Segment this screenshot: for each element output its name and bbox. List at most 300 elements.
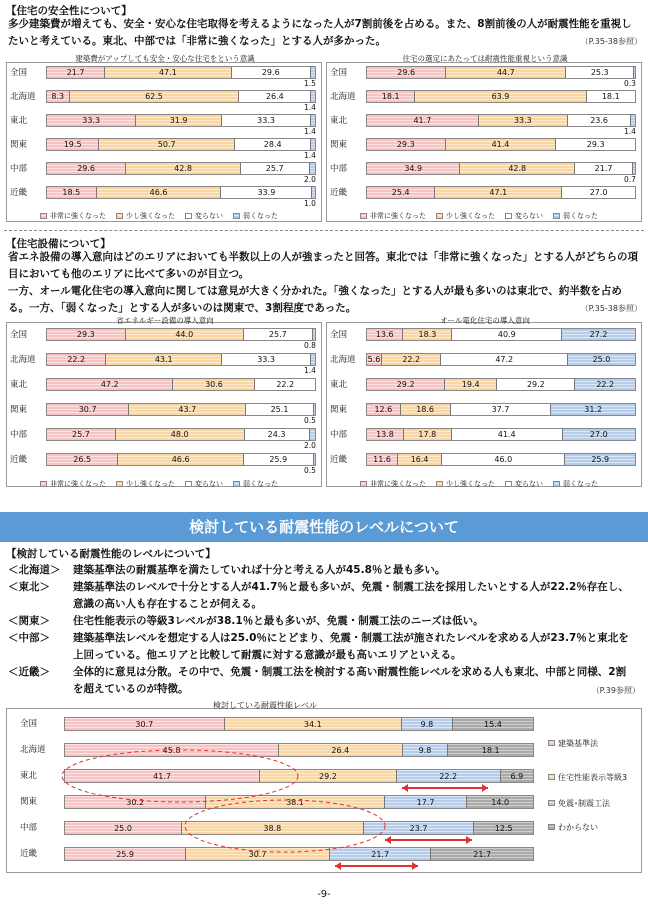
chart-row: [330, 377, 640, 393]
legend-label: 建築基準法: [558, 739, 598, 748]
bar-segment: 9.8: [402, 718, 453, 730]
bar-segment: 30.7: [47, 404, 129, 415]
legend-swatch: [360, 213, 367, 219]
chart-row: [10, 427, 320, 450]
bar-segment: 33.3: [47, 115, 136, 126]
bar-segment: 33.3: [479, 115, 568, 126]
category-label: 北海道: [10, 92, 36, 102]
stacked-bar: [366, 353, 636, 366]
bar-segment: 26.4: [239, 91, 311, 102]
stacked-bar: [46, 353, 316, 366]
item-key: ＜北海道＞: [8, 564, 61, 576]
bar-segment: 18.1: [367, 91, 415, 102]
stacked-bar: [366, 186, 636, 199]
category-label: 中部: [10, 164, 28, 174]
bar-segment: 19.5: [47, 139, 99, 150]
bar-segment: 13.6: [367, 329, 403, 340]
bar-segment: 27.0: [562, 187, 635, 198]
item-text: 建築基準法レベルを想定する人は25.0％にとどまり、免震・制震工法が施されたレベルを求める人が23.7％と東北を上回っている。他エリアと比較して耐震に対する意識が最も高いエリアといえる。: [73, 632, 629, 661]
chart-row: [10, 65, 320, 88]
bar-segment: [311, 115, 315, 126]
legend-label: 少し強くなった: [126, 480, 175, 488]
bar-segment: 31.2: [551, 404, 635, 415]
chart-title: 住宅の選定にあたっては耐震性能重視という意識: [402, 54, 568, 63]
bar-segment: [631, 115, 635, 126]
legend-item: [116, 211, 175, 221]
legend-swatch: [233, 213, 240, 219]
legend-swatch: [553, 481, 560, 487]
bar-segment: 38.1: [206, 796, 384, 808]
chart-legend: [40, 211, 278, 221]
chart-all-electric: [330, 315, 640, 490]
bar-segment: 25.4: [367, 187, 435, 198]
legend-swatch: [116, 481, 123, 487]
bar-segment: 22.2: [47, 354, 106, 365]
legend-label: 弱くなった: [563, 212, 598, 220]
bar-segment: 25.7: [241, 163, 310, 174]
section-banner: 検討している耐震性能のレベルについて: [0, 512, 648, 542]
bar-segment: 34.1: [225, 718, 402, 730]
bar-segment: 22.2: [397, 770, 501, 782]
item-key: ＜関東＞: [8, 615, 50, 627]
category-label: 近畿: [330, 188, 348, 198]
chart-row: [330, 137, 640, 153]
stacked-bar: [46, 403, 316, 416]
bar-segment: 23.6: [568, 115, 631, 126]
chart-row: [330, 327, 640, 343]
stacked-bar: [46, 90, 316, 103]
bar-segment: 63.9: [415, 91, 586, 102]
arrow-head: [482, 784, 488, 792]
bar-segment: 37.7: [451, 404, 552, 415]
legend-label: 変らない: [195, 480, 223, 488]
bar-segment: 41.4: [452, 429, 563, 440]
section3-ref: （P.39参照）: [591, 686, 640, 695]
small-value-label: 1.5: [304, 79, 316, 88]
page-number: -9-: [317, 889, 331, 900]
bar-segment: 25.0: [568, 354, 635, 365]
category-label: 東北: [10, 116, 28, 126]
chart-row: [10, 452, 320, 475]
small-value-label: 0.3: [624, 79, 636, 88]
bar-segment: 33.3: [222, 115, 311, 126]
legend-item: [40, 211, 106, 221]
bar-segment: 25.7: [244, 329, 313, 340]
item-key: ＜東北＞: [8, 581, 50, 593]
bar-segment: 47.2: [47, 379, 173, 390]
section3-item: [8, 613, 638, 630]
stacked-bar: [46, 328, 316, 341]
bar-segment: 22.2: [255, 379, 314, 390]
legend-item: [185, 479, 223, 489]
legend-swatch: [40, 481, 47, 487]
bar-segment: 11.6: [367, 454, 398, 465]
legend-swatch: [505, 213, 512, 219]
section1-body: 多少建築費が増えても、安全・安心な住宅取得を考えるようになった人が7割前後を占める。また、8割前後の人が耐震性能を重視したいと考えている。東北、中部では「非常に強くなった」とする人が多かった。: [8, 18, 632, 47]
category-label: 中部: [330, 164, 348, 174]
bar-segment: 40.9: [452, 329, 562, 340]
legend-item: [436, 479, 495, 489]
small-value-label: 0.5: [304, 416, 316, 425]
bar-segment: 50.7: [99, 139, 235, 150]
bar-segment: 30.2: [65, 796, 206, 808]
legend-item: [553, 211, 598, 221]
annotation-overlay: [10, 700, 640, 875]
section1-text: [8, 16, 642, 50]
legend-item: [116, 479, 175, 489]
chart-row: [10, 402, 320, 425]
chart-row: [330, 352, 640, 368]
bar-segment: 29.6: [232, 67, 311, 78]
legend-label: 少し強くなった: [446, 480, 495, 488]
chart-row: [10, 161, 320, 184]
section3-item: [8, 664, 638, 698]
section1-heading: 【住宅の安全性について】: [6, 5, 132, 17]
bar-segment: 18.1: [448, 744, 533, 756]
category-label: 東北: [330, 380, 348, 390]
bar-segment: 13.8: [367, 429, 404, 440]
bar-segment: 33.9: [221, 187, 312, 198]
item-key: ＜中部＞: [8, 632, 50, 644]
bar-segment: 42.8: [460, 163, 575, 174]
section3-heading: 【検討している耐震性能のレベルについて】: [6, 548, 216, 560]
bar-segment: 21.7: [431, 848, 533, 860]
bar-segment: 30.7: [65, 718, 225, 730]
bar-segment: 25.3: [566, 67, 634, 78]
legend-label: 住宅性能表示等級3: [558, 773, 628, 782]
bar-segment: 26.5: [47, 454, 118, 465]
category-label: 全国: [10, 330, 28, 340]
legend-item: [40, 479, 106, 489]
bar-segment: [311, 354, 315, 365]
bar-segment: 29.2: [367, 379, 445, 390]
category-label: 全国: [330, 68, 348, 78]
section3-item: [8, 579, 638, 613]
chart-row: [10, 113, 320, 136]
legend-label: 弱くなった: [563, 480, 598, 488]
chart-title: 建築費がアップしても安全・安心な住宅をという意識: [75, 54, 255, 63]
category-label: 東北: [10, 380, 28, 390]
bar-segment: [310, 163, 315, 174]
bar-segment: 22.2: [382, 354, 441, 365]
small-value-label: 2.0: [304, 441, 316, 450]
legend-swatch: [505, 481, 512, 487]
legend-item: [360, 211, 426, 221]
section2-heading: 【住宅設備について】: [6, 238, 111, 250]
bar-segment: 27.2: [562, 329, 635, 340]
legend-label: わからない: [558, 823, 598, 832]
bar-segment: 46.0: [442, 454, 565, 465]
small-value-label: 0.8: [304, 341, 316, 350]
bar-segment: [311, 91, 315, 102]
bar-segment: 34.9: [367, 163, 460, 174]
chart-legend: [40, 479, 278, 489]
stacked-bar: [46, 162, 316, 175]
bar-segment: 43.7: [129, 404, 246, 415]
small-value-label: 1.4: [304, 151, 316, 160]
chart-row: [10, 352, 320, 375]
stacked-bar: [46, 428, 316, 441]
bar-segment: 29.3: [556, 139, 635, 150]
category-label: 近畿: [10, 455, 28, 465]
section2-body2: 一方、オール電化住宅の導入意向に関しては意見が大きく分かれた。「強くなった」とする人が最も多いのは東北で、約半数を占める。一方、「弱くなった」とする人が多いのは関東で、3割程度であった。: [8, 285, 622, 314]
chart-row: [10, 327, 320, 350]
small-value-label: 0.7: [624, 175, 636, 184]
legend-label: 弱くなった: [243, 480, 278, 488]
stacked-bar: [366, 328, 636, 341]
stacked-bar: [366, 428, 636, 441]
arrow-head: [402, 784, 408, 792]
chart-row: [10, 89, 320, 112]
bar-segment: 29.6: [367, 67, 446, 78]
category-label: 関東: [330, 140, 348, 150]
bar-segment: 31.9: [136, 115, 222, 126]
arrow-head: [412, 862, 418, 870]
legend-swatch: [185, 481, 192, 487]
chart-row: [330, 89, 640, 105]
bar-segment: 29.6: [47, 163, 126, 174]
bar-segment: 41.4: [446, 139, 557, 150]
bar-segment: 29.2: [497, 379, 575, 390]
bar-segment: 22.2: [575, 379, 634, 390]
category-label: 北海道: [330, 355, 356, 365]
bar-segment: 25.9: [244, 454, 314, 465]
legend-item: [505, 211, 543, 221]
bar-segment: 6.9: [501, 770, 533, 782]
legend-swatch: [360, 481, 367, 487]
bar-segment: 25.7: [47, 429, 116, 440]
bar-segment: 62.5: [70, 91, 240, 102]
bar-segment: [312, 187, 315, 198]
legend-label: 免震･制震工法: [558, 799, 610, 808]
bar-segment: 25.0: [65, 822, 182, 834]
bar-segment: [314, 404, 315, 415]
category-label: 関東: [10, 140, 28, 150]
chart-row: [330, 161, 640, 184]
stacked-bar: [46, 138, 316, 151]
small-value-label: 1.4: [624, 127, 636, 136]
arrow-head: [466, 836, 472, 844]
small-value-label: 2.0: [304, 175, 316, 184]
item-key: ＜近畿＞: [8, 666, 50, 678]
legend-label: 少し強くなった: [446, 212, 495, 220]
bar-segment: 33.3: [222, 354, 311, 365]
section2-ref: （P.35-38参照）: [580, 304, 642, 313]
category-label: 近畿: [330, 455, 348, 465]
bar-segment: 45.8: [65, 744, 279, 756]
legend-item: [185, 211, 223, 221]
bar-segment: 29.2: [260, 770, 397, 782]
legend-swatch: [116, 213, 123, 219]
bar-segment: 23.7: [364, 822, 475, 834]
bar-segment: [311, 139, 315, 150]
legend-swatch: [553, 213, 560, 219]
item-text: 建築基準法のレベルで十分とする人が41.7％と最も多いが、免震・制震工法を採用したいとする人が22.2％存在し、意識の高い人も存在することが伺える。: [73, 581, 629, 610]
bar-segment: [310, 429, 315, 440]
stacked-bar: [366, 114, 636, 127]
legend-item: [505, 479, 543, 489]
bar-segment: 18.5: [47, 187, 97, 198]
small-value-label: 1.4: [304, 366, 316, 375]
section3-item: [8, 562, 638, 579]
chart-seismic: [330, 53, 640, 221]
chart-seismic-level: [10, 700, 640, 875]
chart-safety: [10, 53, 320, 221]
separator: [4, 230, 644, 231]
arrow-head: [335, 862, 341, 870]
bar-segment: 44.0: [126, 329, 244, 340]
stacked-bar: [46, 114, 316, 127]
legend-swatch: [436, 213, 443, 219]
chart-row: [330, 427, 640, 443]
chart-title: オール電化住宅の導入意向: [440, 316, 530, 325]
legend-label: 非常に強くなった: [50, 480, 106, 488]
legend-label: 少し強くなった: [126, 212, 175, 220]
category-label: 関東: [20, 797, 38, 807]
bar-segment: [311, 67, 315, 78]
bar-segment: 41.7: [65, 770, 260, 782]
category-label: 近畿: [10, 188, 28, 198]
category-label: 中部: [20, 823, 38, 833]
bar-segment: 12.6: [367, 404, 401, 415]
chart-title: 検討している耐震性能レベル: [213, 701, 317, 710]
stacked-bar: [366, 378, 636, 391]
legend-label: 弱くなった: [243, 212, 278, 220]
legend-item: [233, 479, 278, 489]
stacked-bar: [366, 403, 636, 416]
category-label: 全国: [330, 330, 348, 340]
bar-segment: 21.7: [47, 67, 105, 78]
chart-row: [330, 452, 640, 468]
chart-row: [330, 185, 640, 201]
stacked-bar: [46, 186, 316, 199]
legend-item: [360, 479, 426, 489]
section2-text2: [8, 283, 642, 317]
chart-row: [10, 137, 320, 160]
bar-segment: 18.3: [403, 329, 452, 340]
section3-item: [8, 630, 638, 664]
bar-segment: 18.1: [587, 91, 635, 102]
bar-segment: 18.6: [401, 404, 451, 415]
bar-segment: 29.3: [47, 329, 126, 340]
chart-row: [330, 65, 640, 88]
stacked-bar: [46, 378, 316, 391]
bar-segment: 25.9: [565, 454, 634, 465]
legend-swatch: [40, 213, 47, 219]
category-label: 近畿: [20, 849, 38, 859]
legend-item: [436, 211, 495, 221]
bar-segment: 47.2: [441, 354, 567, 365]
stacked-bar: [366, 453, 636, 466]
stacked-bar: [366, 162, 636, 175]
category-label: 北海道: [20, 745, 46, 755]
item-text: 全体的に意見は分散。その中で、免震・制震工法を検討する高い耐震性能レベルを求める人も東北、中部と同様、2割を超えているのが特徴。: [73, 666, 627, 695]
chart-row: [10, 185, 320, 208]
legend-item: [553, 479, 598, 489]
bar-segment: 48.0: [116, 429, 245, 440]
small-value-label: 1.4: [304, 103, 316, 112]
legend-label: 変らない: [195, 212, 223, 220]
bar-segment: [313, 329, 315, 340]
bar-segment: 8.3: [47, 91, 70, 102]
category-label: 中部: [330, 430, 348, 440]
stacked-bar: [366, 90, 636, 103]
stacked-bar: [46, 66, 316, 79]
small-value-label: 1.4: [304, 127, 316, 136]
stacked-bar: [46, 453, 316, 466]
bar-segment: 15.4: [453, 718, 533, 730]
bar-segment: [633, 163, 635, 174]
small-value-label: 1.0: [304, 199, 316, 208]
chart-row: [330, 402, 640, 418]
section1-ref: （P.35-38参照）: [580, 37, 642, 46]
highlight-ellipse: [185, 800, 385, 852]
category-label: 中部: [10, 430, 28, 440]
legend-label: 非常に強くなった: [370, 480, 426, 488]
bar-segment: 30.7: [186, 848, 330, 860]
bar-segment: [634, 67, 635, 78]
stacked-bar: [366, 138, 636, 151]
bar-segment: 25.1: [246, 404, 313, 415]
bar-segment: 16.4: [398, 454, 442, 465]
chart-legend: [360, 211, 598, 221]
bar-segment: 19.4: [445, 379, 497, 390]
bar-segment: 47.1: [435, 187, 562, 198]
bar-segment: 46.6: [118, 454, 244, 465]
bar-segment: 21.7: [330, 848, 432, 860]
arrow-head: [385, 836, 391, 844]
category-label: 東北: [330, 116, 348, 126]
bar-segment: 12.5: [474, 822, 533, 834]
legend-item: [233, 211, 278, 221]
bar-segment: 27.0: [563, 429, 635, 440]
category-label: 東北: [20, 771, 38, 781]
chart-legend: [360, 479, 598, 489]
bar-segment: 28.4: [235, 139, 311, 150]
item-text: 建築基準法の耐震基準を満たしていれば十分と考える人が45.8％と最も多い。: [73, 564, 446, 576]
chart-title: 省エネルギー設備の導入意向: [116, 316, 214, 325]
bar-segment: 9.8: [403, 744, 449, 756]
chart-energy-saving: [10, 315, 320, 490]
bar-segment: 14.0: [467, 796, 533, 808]
legend-label: 変らない: [515, 480, 543, 488]
bar-segment: 5.6: [367, 355, 381, 364]
highlight-ellipse: [62, 750, 298, 802]
category-label: 全国: [20, 719, 38, 729]
bar-segment: 42.8: [126, 163, 241, 174]
category-label: 北海道: [330, 92, 356, 102]
category-label: 関東: [330, 405, 348, 415]
legend-label: 非常に強くなった: [370, 212, 426, 220]
legend-swatch: [233, 481, 240, 487]
item-text: 住宅性能表示の等級3レベルが38.1％と最も多いが、免震・制震工法のニーズは低い。: [73, 615, 484, 627]
legend-swatch: [436, 481, 443, 487]
bar-segment: 47.1: [105, 67, 231, 78]
bar-segment: 21.7: [575, 163, 633, 174]
chart-row: [10, 377, 320, 393]
small-value-label: 0.5: [304, 466, 316, 475]
legend-label: 非常に強くなった: [50, 212, 106, 220]
legend-swatch: [185, 213, 192, 219]
bar-segment: 29.3: [367, 139, 446, 150]
bar-segment: 17.8: [404, 429, 452, 440]
section2-text1: 省エネ設備の導入意向はどのエリアにおいても半数以上の人が強まったと回答。東北では「非常に強くなった」とする人がどちらの項目においても他のエリアに比べて多いのが目立つ。: [8, 251, 638, 280]
bar-segment: 17.7: [385, 796, 468, 808]
legend-label: 変らない: [515, 212, 543, 220]
category-label: 関東: [10, 405, 28, 415]
bar-segment: 43.1: [106, 354, 222, 365]
bar-segment: 25.9: [65, 848, 186, 860]
